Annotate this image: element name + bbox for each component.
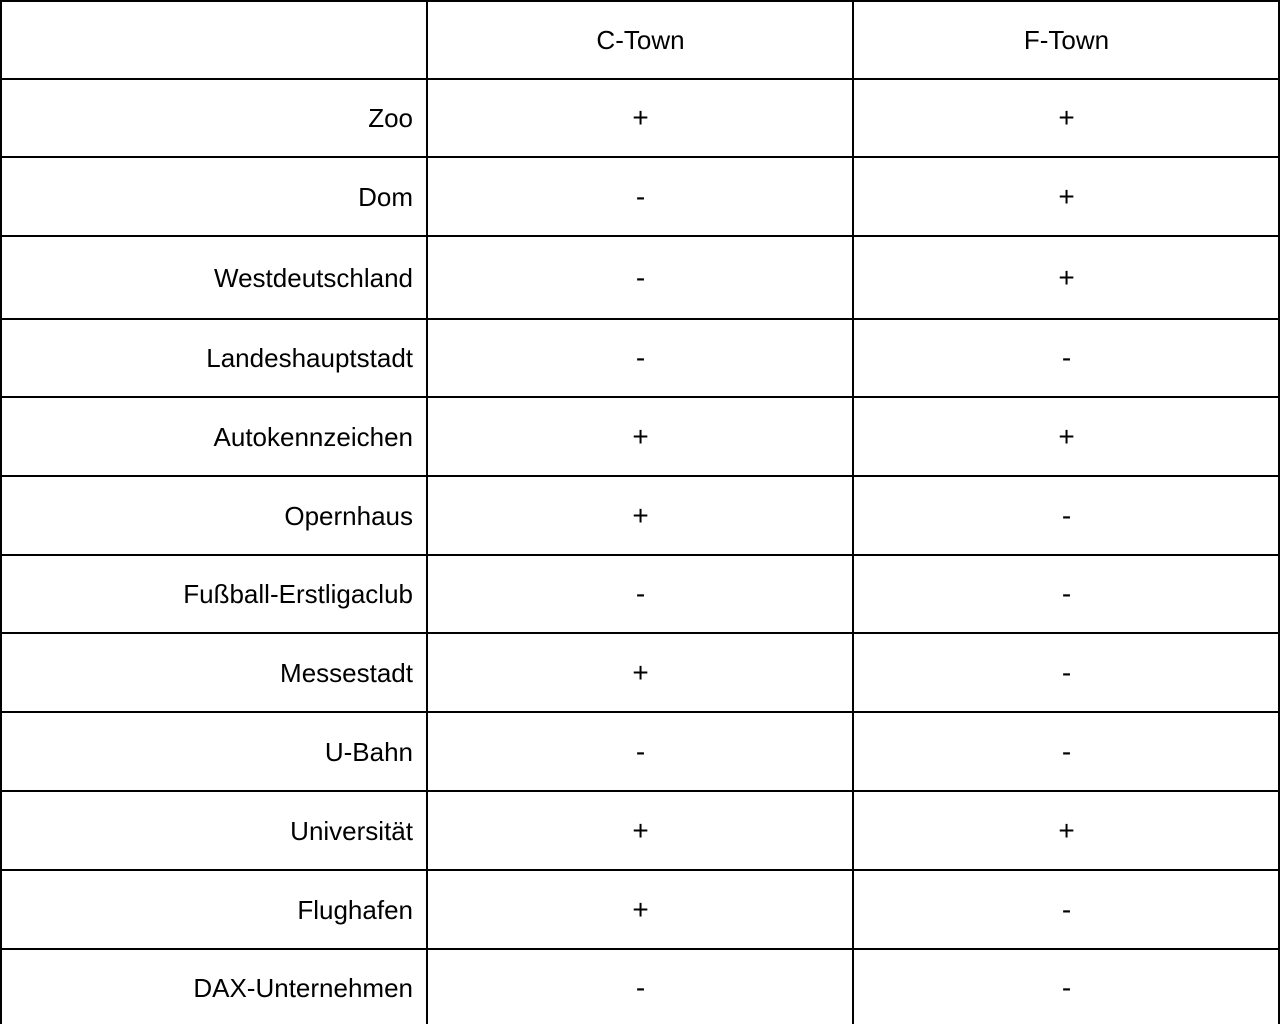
row-label: U-Bahn [324,736,413,767]
row-label: Fußball-Erstligaclub [183,579,413,609]
c-town-value: + [632,420,649,452]
row-label: Universität [290,815,413,846]
c-town-value: - [635,578,646,609]
f-town-value: - [1061,578,1072,609]
f-town-value: + [1058,180,1075,212]
column-header-f-town: F-Town [1023,25,1110,55]
c-town-value: + [632,893,649,925]
f-town-value: + [1058,420,1075,452]
row-label: Westdeutschland [214,262,413,293]
row-label: Autokennzeichen [213,421,413,452]
f-town-value: - [1061,656,1072,688]
f-town-value: + [1058,261,1075,293]
f-town-value: - [1061,972,1072,1003]
c-town-value: + [632,499,649,531]
f-town-value: + [1058,102,1075,133]
f-town-value: + [1058,814,1075,846]
row-label: Zoo [368,103,413,133]
f-town-value: - [1061,893,1072,925]
row-label: Messestadt [280,657,413,688]
row-label: Opernhaus [284,500,413,531]
row-label: Flughafen [297,894,413,925]
row-label: Landeshauptstadt [206,343,413,373]
f-town-value: - [1061,342,1072,373]
c-town-value: - [635,342,646,373]
c-town-value: + [632,814,649,846]
row-label: Dom [358,181,413,212]
c-town-value: + [632,656,649,688]
c-town-value: - [635,972,646,1003]
header-corner-cell [2,2,427,78]
column-header-c-town: C-Town [596,25,685,55]
row-label: DAX-Unternehmen [193,973,413,1003]
c-town-value: - [635,735,646,767]
f-town-value: - [1061,735,1072,767]
c-town-value: - [635,261,646,293]
f-town-value: - [1061,499,1072,531]
c-town-value: + [632,102,649,133]
c-town-value: - [635,180,646,212]
